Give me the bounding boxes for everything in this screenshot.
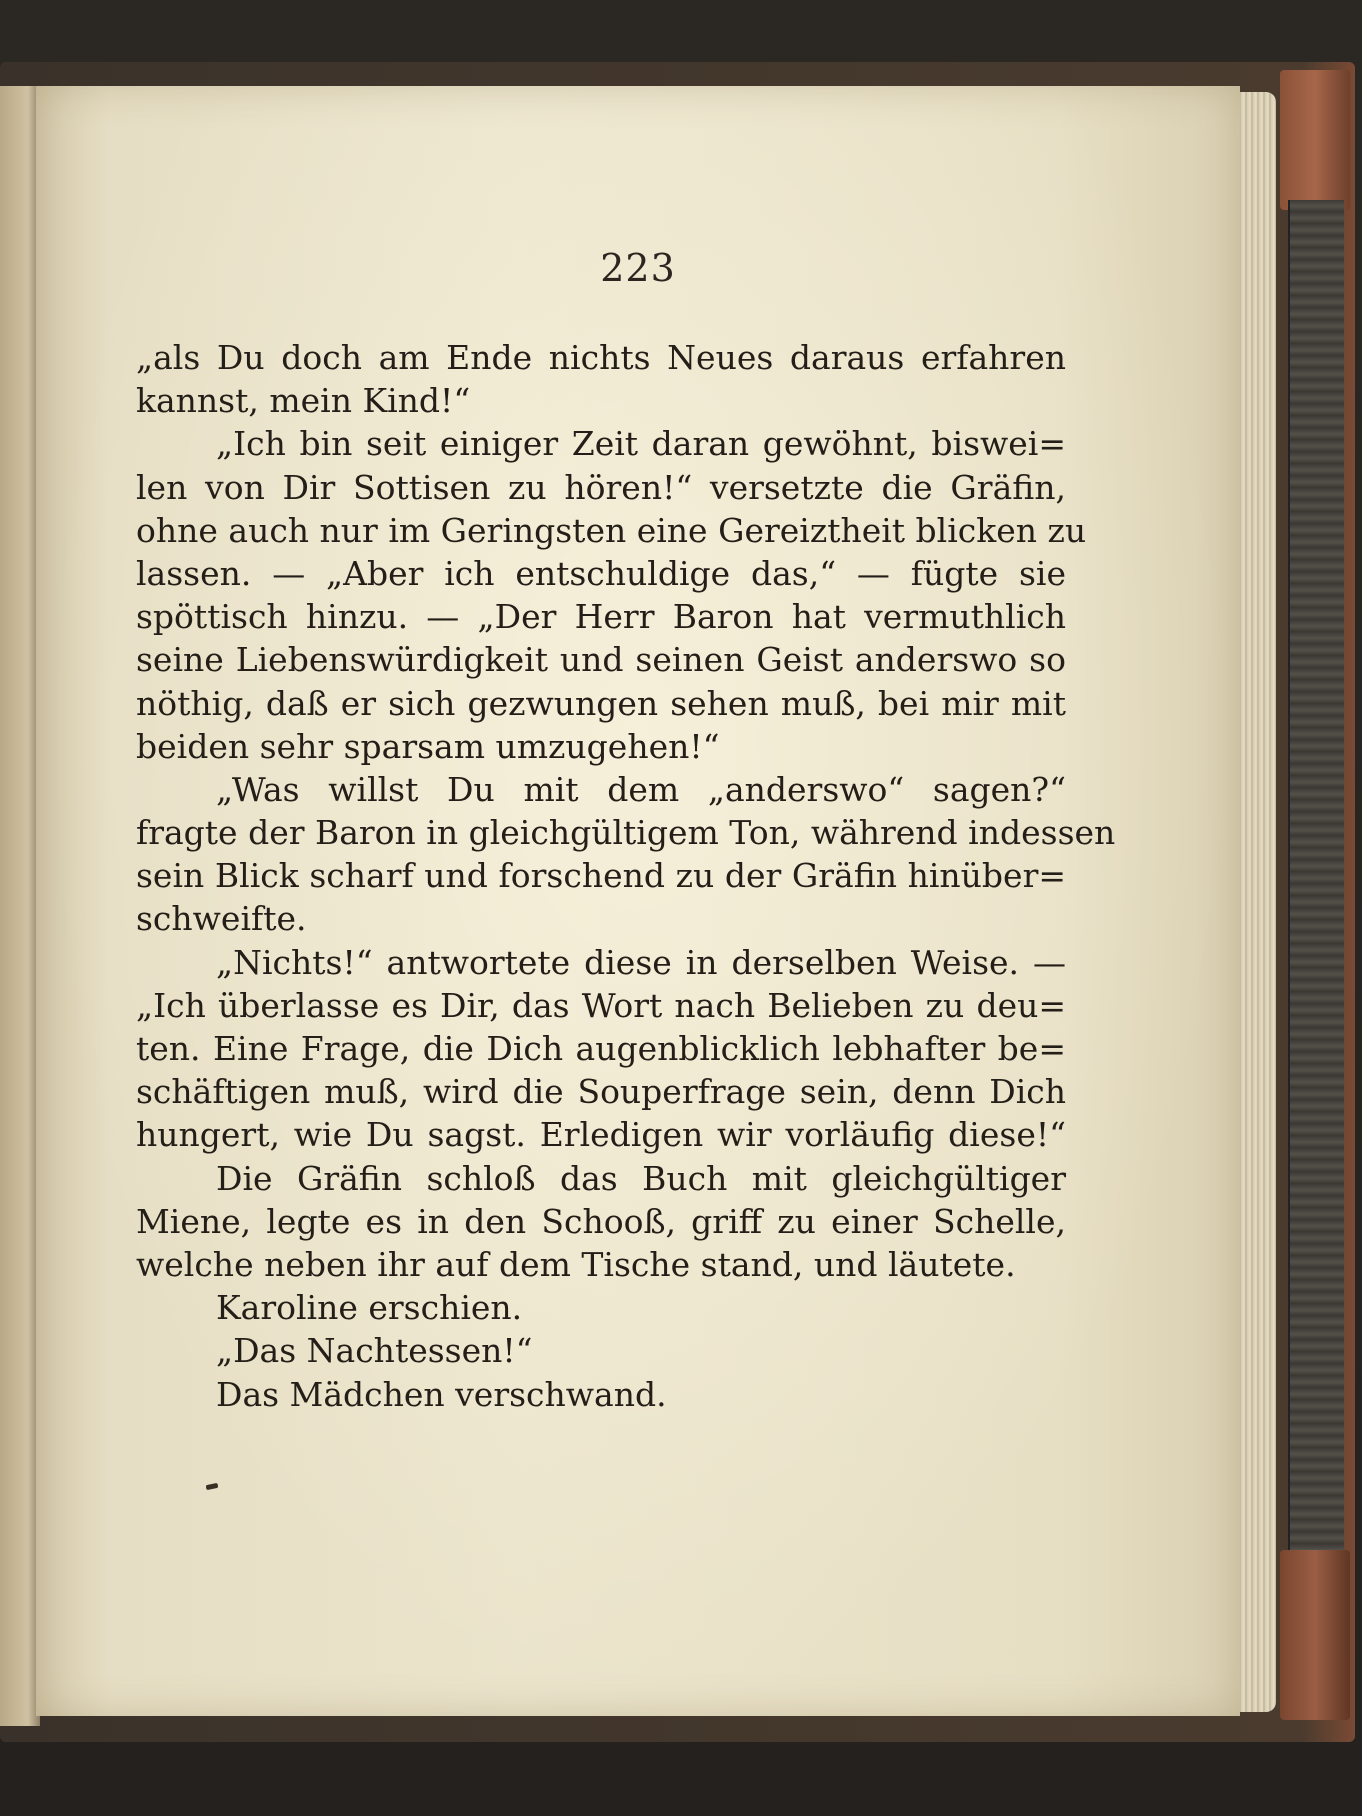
text-line: Die Gräfin schloß das Buch mit gleichgültiger	[216, 1158, 1066, 1198]
text-line: nöthig, daß er sich gezwungen sehen muß, bei mir mit	[136, 683, 1066, 723]
page-number: 223	[600, 246, 676, 290]
text-line: lassen. — „Aber ich entschuldige das,“ — fügte sie	[136, 553, 1066, 593]
text-line: „Nichts!“ antwortete diese in derselben Weise. —	[216, 942, 1066, 982]
text-line: „als Du doch am Ende nichts Neues daraus erfahren	[136, 338, 1066, 377]
text-line: „Was willst Du mit dem „anderswo“ sagen?“	[216, 769, 1066, 809]
text-line: kannst, mein Kind!“	[136, 381, 471, 421]
text-line: sein Blick scharf und forschend zu der Gräfin hinüber=	[136, 856, 1066, 896]
text-line: seine Liebenswürdigkeit und seinen Geist anderswo so	[136, 640, 1066, 680]
ink-speck	[206, 1483, 219, 1490]
text-line: hungert, wie Du sagst. Erledigen wir vorläufig diese!“	[136, 1115, 1066, 1155]
text-line: schäftigen muß, wird die Souperfrage sein, denn Dich	[136, 1072, 1066, 1112]
text-line: welche neben ihr auf dem Tische stand, und läutete.	[136, 1244, 1016, 1284]
text-line: len von Dir Sottisen zu hören!“ versetzte die Gräfin,	[136, 467, 1066, 507]
text-line: Karoline erschien.	[216, 1288, 523, 1328]
text-line: beiden sehr sparsam umzugehen!“	[136, 726, 720, 766]
left-page-edge	[0, 86, 40, 1726]
text-line: fragte der Baron in gleichgültigem Ton, während indessen	[136, 813, 1116, 853]
text-line: schweifte.	[136, 899, 307, 939]
text-line: spöttisch hinzu. — „Der Herr Baron hat vermuthlich	[136, 597, 1066, 637]
text-line: ohne auch nur im Geringsten eine Gereiztheit blicken zu	[136, 510, 1087, 550]
text-line: ten. Eine Frage, die Dich augenblicklich lebhafter be=	[136, 1029, 1066, 1068]
page-text	[136, 336, 1116, 1416]
text-line: „Ich überlasse es Dir, das Wort nach Belieben zu deu=	[136, 985, 1066, 1025]
text-line: „Das Nachtessen!“	[216, 1331, 533, 1371]
text-line: „Ich bin seit einiger Zeit daran gewöhnt, biswei=	[216, 424, 1066, 464]
text-line: Miene, legte es in den Schooß, griff zu einer Schelle,	[136, 1201, 1066, 1241]
leather-corner-bottom	[1280, 1550, 1350, 1720]
text-line: Das Mädchen verschwand.	[216, 1374, 667, 1414]
leather-corner-top	[1280, 70, 1350, 210]
binding-strip	[1288, 200, 1344, 1560]
book-page	[36, 86, 1240, 1716]
